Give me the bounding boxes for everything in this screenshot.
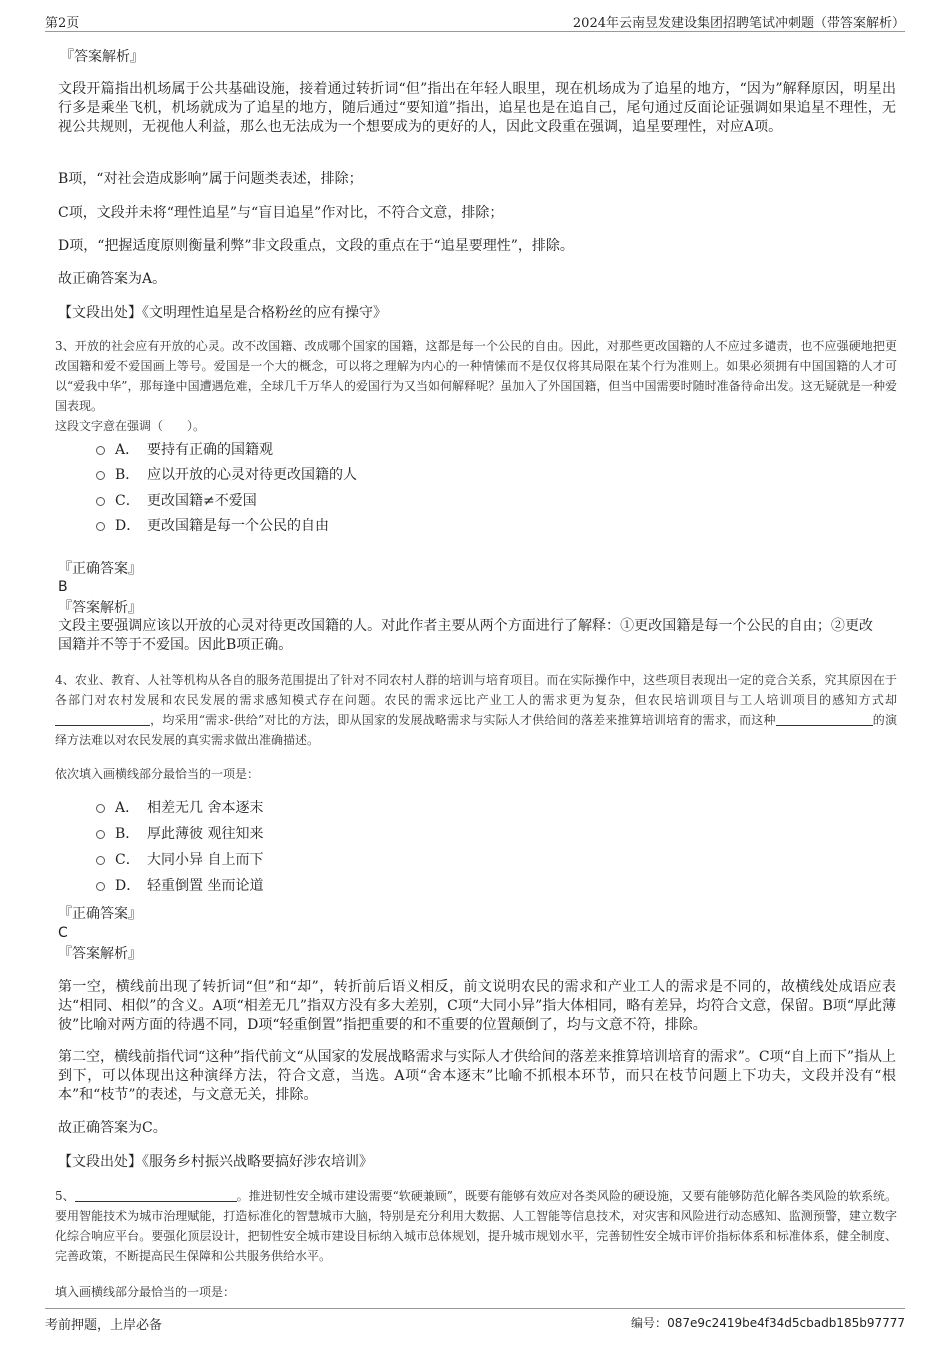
q3-explanation-heading: 『答案解析』	[58, 600, 142, 616]
footer-code	[631, 1314, 905, 1331]
radio-icon[interactable]	[96, 882, 105, 891]
radio-icon[interactable]	[96, 446, 105, 455]
page-number: 第2页	[45, 16, 80, 31]
q2-option-b-note: B项，“对社会造成影响”属于问题类表述，排除；	[58, 171, 363, 187]
q4-option-d[interactable]	[96, 876, 263, 896]
option-text: 厚此薄彼 观往知来	[147, 826, 264, 842]
q4-option-c[interactable]	[96, 850, 263, 870]
option-text: 轻重倒置 坐而论道	[147, 878, 264, 894]
radio-icon[interactable]	[96, 804, 105, 813]
q5-stem	[55, 1186, 897, 1266]
option-letter: C．	[115, 493, 140, 509]
option-letter: C．	[115, 852, 140, 868]
document-title: 2024年云南昱发建设集团招聘笔试冲刺题（带答案解析）	[572, 16, 905, 31]
q2-explanation-paragraph: 文段开篇指出机场属于公共基础设施，接着通过转折词“但”指出在年轻人眼里，现在机场成为了追星的地方，“因为”解释原因，明星出行多是乘坐飞机，机场就成为了追星的地方，随后通过“要知道”指出，追星也是在追自己，尾句通过反面论证强调如果追星不理性，无视公共规则，无视他人利益，那么也无法成为一个想要成为的更好的人，因此文段重在强调，追星要理性，对应A项。	[58, 81, 896, 135]
q4-explanation-heading: 『答案解析』	[58, 946, 142, 962]
q3-stem: 3、开放的社会应有开放的心灵。改不改国籍、改成哪个国家的国籍，这都是每一个公民的自由。因此，对那些更改国籍的人不应过多谴责，也不应强硬地把更改国籍和爱不爱国画上等号。爱国是一个大的概念，可以将之理解为内心的一种情愫而不是仅仅将其局限在某个行为准则上。如果必须拥有中国国籍的人才可以“爱我中华”，那每逢中国遭遇危难，全球几千万华人的爱国行为又当如何解释呢？虽加入了外国国籍，但当中国需要时随时准备待命出发。这无疑就是一种爱国表现。	[55, 339, 897, 413]
page-header	[45, 10, 905, 32]
q4-prompt: 依次填入画横线部分最恰当的一项是：	[55, 767, 260, 781]
radio-icon[interactable]	[96, 830, 105, 839]
q5-stem-text: 。推进韧性安全城市建设需要“软硬兼顾”，既要有能够有效应对各类风险的硬设施，又要有能够防范化解各类风险的软系统。要用智能技术为城市治理赋能，打造标准化的智慧城市大脑，特别是充分利用大数据、人工智能等信息技术，对灾害和风险进行动态感知、监测预警，建立数字化综合响应平台。要强化顶层设计，把韧性安全城市建设目标纳入城市总体规划，提升城市规划水平，完善韧性安全城市评价指标体系和标准体系，健全制度、完善政策，不断提高民生保障和公共服务供给水平。	[55, 1189, 897, 1263]
q4-answer: C	[58, 925, 68, 941]
radio-icon[interactable]	[96, 856, 105, 865]
q4-option-a[interactable]	[96, 798, 263, 818]
q4-stem-part-2: ，均采用“需求-供给”对比的方法，即从国家的发展战略需求与实际人才供给间的落差来推算培训培育的需求，而这种	[150, 713, 776, 727]
q2-final-answer: 故正确答案为A。	[58, 271, 167, 287]
option-letter: B．	[115, 826, 140, 842]
footer-slogan: 考前押题，上岸必备	[45, 1318, 163, 1333]
q3-prompt: 这段文字意在强调（ ）。	[55, 419, 206, 433]
q4-blank-2	[776, 714, 873, 726]
q3-option-b[interactable]	[96, 465, 357, 485]
page-footer	[45, 1308, 905, 1338]
q3-option-c[interactable]	[96, 491, 257, 511]
q2-option-d-note: D项，“把握适度原则衡量利弊”非文段重点，文段的重点在于“追星要理性”，排除。	[58, 238, 574, 254]
option-text: 更改国籍是每一个公民的自由	[147, 518, 329, 534]
q4-option-b[interactable]	[96, 824, 263, 844]
radio-icon[interactable]	[96, 522, 105, 531]
q3-answer: B	[58, 579, 68, 595]
q5-prompt: 填入画横线部分最恰当的一项是：	[55, 1285, 236, 1299]
radio-icon[interactable]	[96, 471, 105, 480]
option-text: 大同小异 自上而下	[147, 852, 264, 868]
q4-explanation-blank-1: 第一空，横线前出现了转折词“但”和“却”，转折前后语义相反，前文说明农民的需求和产业工人的需求是不同的，故横线处成语应表达“相同、相似”的含义。A项“相差无几”指双方没有多大差别，C项“大同小异”指大体相同，略有差异，均符合文意，保留。B项“厚此薄彼”比喻对两方面的待遇不同，D项“轻重倒置”指把重要的和不重要的位置颠倒了，均与文意不符，排除。	[58, 979, 896, 1033]
q2-explanation-heading: 『答案解析』	[60, 49, 144, 65]
q4-blank-1	[55, 714, 150, 726]
q4-stem-part-1: 4、农业、教育、人社等机构从各自的服务范围提出了针对不同农村人群的培训与培育项目。而在实际操作中，这些项目表现出一定的竞合关系，究其原因在于各部门对农村发展和农民发展的需求感知模式存在问题。农民的需求远比产业工人的需求更为复杂，但农民培训项目与工人培训项目的感知方式却	[55, 673, 897, 707]
q3-option-a[interactable]	[96, 440, 273, 460]
option-text: 要持有正确的国籍观	[147, 442, 273, 458]
footer-code-value: 087e9c2419be4f34d5cbadb185b97777	[667, 1316, 905, 1330]
radio-icon[interactable]	[96, 497, 105, 506]
option-letter: A．	[115, 800, 140, 816]
q5-blank	[75, 1190, 237, 1202]
q2-source: 【文段出处】《文明理性追星是合格粉丝的应有操守》	[58, 305, 387, 321]
option-text: 更改国籍≠不爱国	[147, 493, 257, 509]
option-letter: D．	[115, 518, 141, 534]
q2-option-c-note: C项，文段并未将“理性追星”与“盲目追星”作对比，不符合文意，排除；	[58, 205, 504, 221]
option-text: 应以开放的心灵对待更改国籍的人	[147, 467, 357, 483]
footer-code-label: 编号：	[631, 1316, 668, 1330]
option-text: 相差无几 舍本逐末	[147, 800, 264, 816]
q3-option-d[interactable]	[96, 516, 329, 536]
option-letter: B．	[115, 467, 140, 483]
option-letter: A．	[115, 442, 140, 458]
q3-answer-heading: 『正确答案』	[58, 561, 142, 577]
q3-explanation: 文段主要强调应该以开放的心灵对待更改国籍的人。对此作者主要从两个方面进行了解释：①更改国籍是每一个公民的自由；②更改国籍并不等于不爱国。因此B项正确。	[58, 618, 873, 653]
q4-answer-heading: 『正确答案』	[58, 906, 142, 922]
q4-stem-part-3: 的演绎方法难以对农民发展的真实需求做出准确描述。	[55, 713, 897, 747]
q4-explanation-blank-2: 第二空，横线前指代词“这种”指代前文“从国家的发展战略需求与实际人才供给间的落差来推算培训培育的需求”。C项“自上而下”指从上到下，可以体现出这种演绎方法，符合文意，当选。A项“舍本逐末”比喻不抓根本环节，而只在枝节问题上下功夫，文段并没有“根本”和“枝节”的表述，与文意无关，排除。	[58, 1049, 896, 1103]
q5-number: 5、	[55, 1189, 75, 1203]
q4-stem	[55, 670, 897, 750]
option-letter: D．	[115, 878, 141, 894]
q4-source: 【文段出处】《服务乡村振兴战略要搞好涉农培训》	[58, 1154, 373, 1170]
q4-final-answer: 故正确答案为C。	[58, 1120, 167, 1136]
